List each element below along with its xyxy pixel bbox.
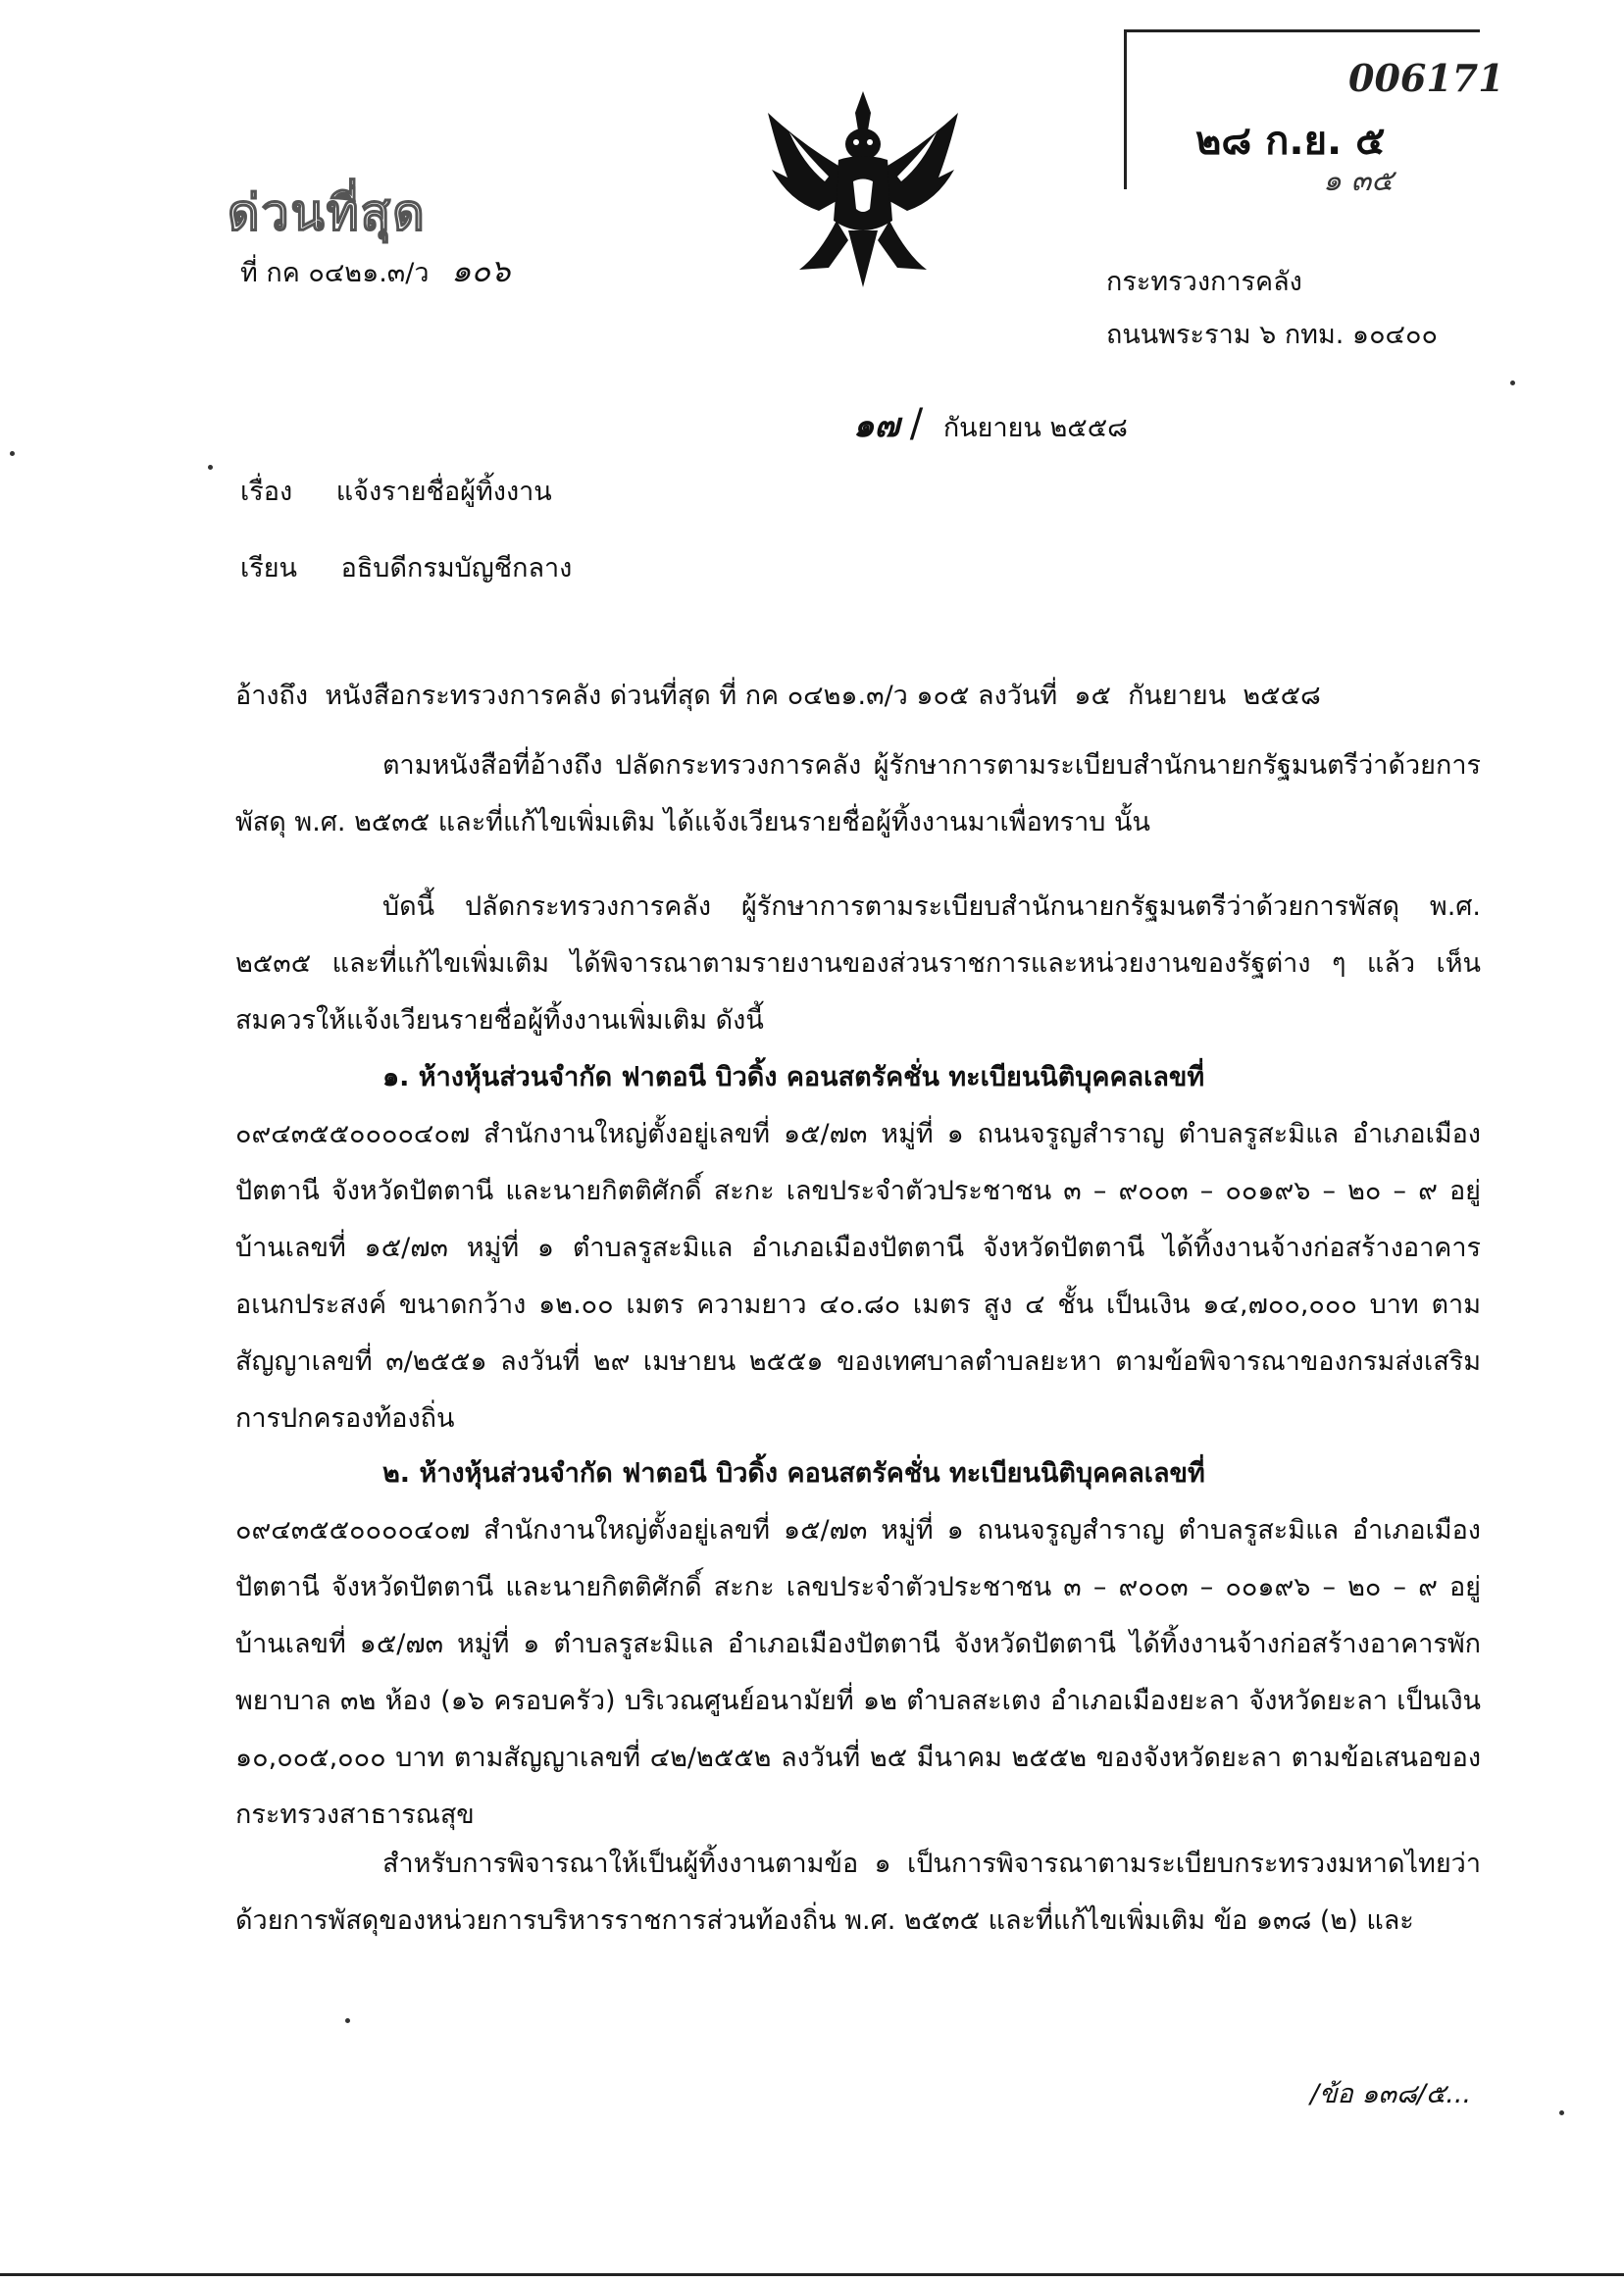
subject-text: แจ้งรายชื่อผู้ทิ้งงาน [335,477,552,507]
addressee-line [240,549,572,588]
subject-label: เรื่อง [240,477,293,507]
urgent-mark: ด่วนที่สุด [228,184,427,241]
reference-number-label: ที่ กค ๐๔๒๑.๓/ว [240,258,430,288]
item-2 [235,1446,1481,1844]
date-day-handwritten: ๑๗ [853,406,900,445]
date-line [853,401,1128,448]
addressee-text: อธิบดีกรมบัญชีกลาง [340,553,573,583]
item-2-body: ๐๙๔๓๕๕๐๐๐๐๔๐๗ สำนักงานใหญ่ตั้งอยู่เลขที่ ๑๕/๗๓ หมู่ที่ ๑ ถนนจรูญสำราญ ตำบลรูสะมิแล อำเภอเมืองปัตตานี จังหวัดปัตตานี และนายกิตติศักดิ์ สะกะ เลขประจำตัวประชาชน ๓ – ๙๐๐๓ – ๐๐๑๙๖ – ๒๐ – ๙ อยู่บ้านเลขที่ ๑๕/๗๓ หมู่ที่ ๑ ตำบลรูสะมิแล อำเภอเมืองปัตตานี จังหวัดปัตตานี ได้ทิ้งงานจ้างก่อสร้างอาคารพักพยาบาล ๓๒ ห้อง (๑๖ ครอบครัว) บริเวณศูนย์อนามัยที่ ๑๒ ตำบลสะเตง อำเภอเมืองยะลา จังหวัดยะลา เป็นเงิน ๑๐,๐๐๕,๐๐๐ บาท ตามสัญญาเลขที่ ๔๒/๒๕๕๒ ลงวันที่ ๒๕ มีนาคม ๒๕๕๒ ของจังหวัดยะลา ตามข้อเสนอของกระทรวงสาธารณสุข [235,1515,1481,1830]
item-1 [235,1049,1481,1447]
reference-number [240,251,510,293]
scan-speck [1559,2110,1564,2115]
ministry-name: กระทรวงการคลัง [1106,267,1302,297]
paragraph-1: ตามหนังสือที่อ้างถึง ปลัดกระทรวงการคลัง ผู้รักษาการตามระเบียบสำนักนายกรัฐมนตรีว่าด้วยการพัสดุ พ.ศ. ๒๕๓๕ และที่แก้ไขเพิ่มเติม ได้แจ้งเวียนรายชื่อผู้ทิ้งงานมาเพื่อทราบ นั้น [235,750,1481,837]
garuda-emblem-icon [760,83,966,294]
item-1-body: ๐๙๔๓๕๕๐๐๐๐๔๐๗ สำนักงานใหญ่ตั้งอยู่เลขที่ ๑๕/๗๓ หมู่ที่ ๑ ถนนจรูญสำราญ ตำบลรูสะมิแล อำเภอเมืองปัตตานี จังหวัดปัตตานี และนายกิตติศักดิ์ สะกะ เลขประจำตัวประชาชน ๓ – ๙๐๐๓ – ๐๐๑๙๖ – ๒๐ – ๙ อยู่บ้านเลขที่ ๑๕/๗๓ หมู่ที่ ๑ ตำบลรูสะมิแล อำเภอเมืองปัตตานี จังหวัดปัตตานี ได้ทิ้งงานจ้างก่อสร้างอาคารอเนกประสงค์ ขนาดกว้าง ๑๒.๐๐ เมตร ความยาว ๔๐.๘๐ เมตร สูง ๔ ชั้น เป็นเงิน ๑๔,๗๐๐,๐๐๐ บาท ตามสัญญาเลขที่ ๓/๒๕๕๑ ลงวันที่ ๒๙ เมษายน ๒๕๕๑ ของเทศบาลตำบลยะหา ตามข้อพิจารณาของกรมส่งเสริมการปกครองท้องถิ่น [235,1119,1481,1434]
receipt-stamp [1124,29,1504,198]
continuation-marker: /ข้อ ๑๓๘/๕... [1310,2079,1472,2109]
scan-speck [345,2018,350,2023]
ministry-address: ถนนพระราม ๖ กทม. ๑๐๔๐๐ [1106,320,1438,350]
date-slash: / [909,401,924,446]
addressee-label: เรียน [240,553,298,583]
item-1-lead: ๑. ห้างหุ้นส่วนจำกัด ฟาตอนี บิวดิ้ง คอนสตรัคชั่น ทะเบียนนิติบุคคลเลขที่ [382,1062,1205,1092]
paragraph-2: บัดนี้ ปลัดกระทรวงการคลัง ผู้รักษาการตามระเบียบสำนักนายกรัฐมนตรีว่าด้วยการพัสดุ พ.ศ. ๒๕๓๕ และที่แก้ไขเพิ่มเติม ได้พิจารณาตามรายงานของส่วนราชการและหน่วยงานของรัฐต่าง ๆ แล้ว เห็นสมควรให้แจ้งเวียนรายชื่อผู้ทิ้งงานเพิ่มเติม ดังนี้ [235,891,1481,1036]
garuda-emblem [760,83,966,294]
stamp-reg-number: 006171 [1348,56,1504,100]
item-2-lead: ๒. ห้างหุ้นส่วนจำกัด ฟาตอนี บิวดิ้ง คอนสตรัคชั่น ทะเบียนนิติบุคคลเลขที่ [382,1458,1205,1489]
stamp-date: ๒๘ ก.ย. ๕ [1195,119,1386,164]
scan-speck [1510,380,1515,385]
scan-speck [208,465,213,470]
subject-line [240,473,552,512]
scan-bottom-edge [0,2273,1624,2276]
paragraph-3: สำหรับการพิจารณาให้เป็นผู้ทิ้งงานตามข้อ ๑ เป็นการพิจารณาตามระเบียบกระทรวงมหาดไทยว่าด้วยการพัสดุของหน่วยการบริหารราชการส่วนท้องถิ่น พ.ศ. ๒๕๓๕ และที่แก้ไขเพิ่มเติม ข้อ ๑๓๘ (๒) และ [235,1849,1481,1936]
scan-speck [10,451,15,456]
reference-line: อ้างถึง หนังสือกระทรวงการคลัง ด่วนที่สุด ที่ กค ๐๔๒๑.๓/ว ๑๐๕ ลงวันที่ ๑๕ กันยายน ๒๕๕๘ [235,681,1321,711]
reference-number-handwritten: ๑๐๖ [451,252,511,289]
stamp-time: ๑ ๓๕ [1323,164,1394,198]
date-month-year: กันยายน ๒๕๕๘ [942,413,1128,443]
